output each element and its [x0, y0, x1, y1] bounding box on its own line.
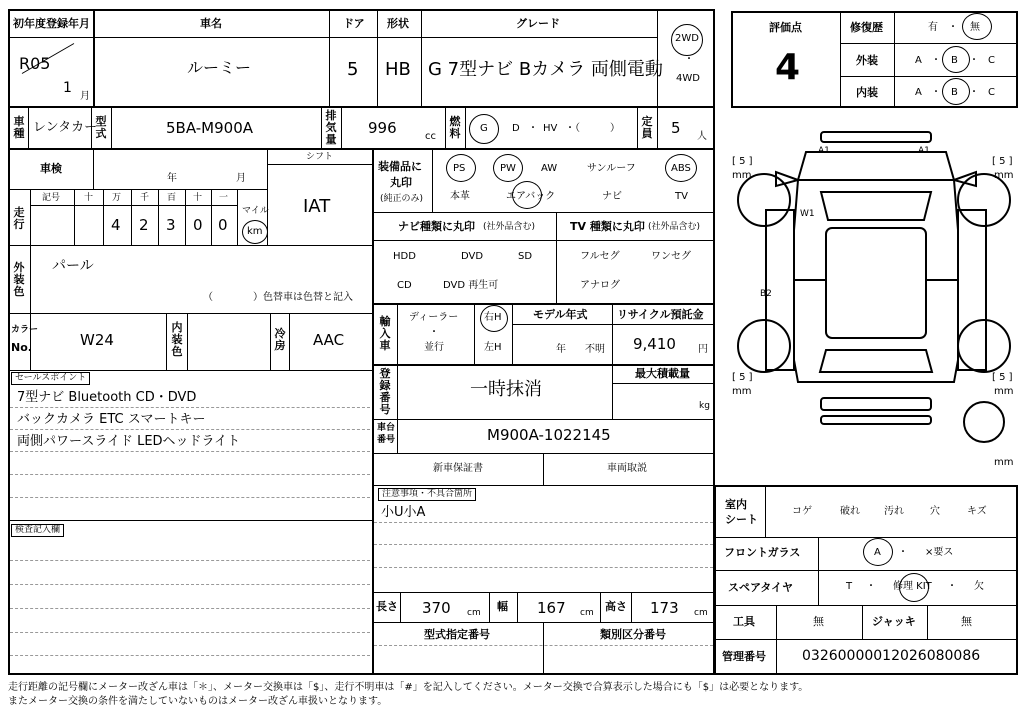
sales-point-tag: セールスポイント	[11, 372, 90, 385]
rear-bumper	[821, 398, 931, 410]
divider	[372, 212, 715, 213]
mileage-digit: 0	[193, 216, 203, 234]
rule-line	[374, 567, 713, 568]
score-value: 4	[775, 47, 801, 88]
ac-value: AAC	[313, 331, 345, 349]
vehicle-sheet	[8, 9, 715, 675]
shape-value: HB	[385, 59, 411, 80]
side-value: [ 5 ]	[732, 372, 753, 383]
divider	[372, 303, 715, 305]
digit-header: 千	[140, 193, 150, 203]
equipment-label: 装備品に	[378, 160, 422, 173]
shaken-month: 月	[236, 173, 246, 184]
notes-value: 小U小A	[381, 505, 426, 520]
room-label-2: シート	[725, 513, 758, 526]
color-no-label-2: No.	[11, 341, 32, 354]
divider	[657, 106, 658, 148]
wheel-rear-right	[958, 320, 1010, 372]
import-label: 輸入車	[379, 315, 391, 352]
rear-window	[820, 350, 932, 372]
exterior-color-label: 外装色	[13, 261, 25, 298]
model-value: 5BA-M900A	[166, 119, 254, 137]
mileage-digit: 3	[166, 216, 176, 234]
fuel-other: ・（ ）	[565, 123, 620, 134]
divider	[30, 245, 31, 313]
rule-line	[374, 522, 713, 523]
equip-aw: AW	[541, 163, 558, 174]
interior-grade-b: B	[951, 87, 958, 98]
drive-2wd: 2WD	[675, 33, 699, 44]
type-designation-label: 型式指定番号	[424, 628, 490, 641]
divider	[93, 9, 95, 106]
import-dot: ・	[429, 327, 439, 338]
tools-value: 無	[813, 615, 824, 628]
divider	[432, 148, 433, 212]
divider	[270, 313, 271, 370]
windshield	[821, 192, 931, 220]
digit-header: 十	[84, 193, 94, 203]
divider	[714, 639, 1018, 640]
spare-dot: ・	[866, 581, 876, 592]
side-unit: mm	[994, 386, 1014, 397]
repair-dot: ・	[948, 22, 958, 33]
sales-line: 7型ナビ Bluetooth CD・DVD	[17, 390, 197, 405]
divider	[289, 313, 290, 370]
room-opt: 汚れ	[884, 506, 904, 517]
rule-line	[374, 645, 713, 646]
model-year-unit: 年	[556, 344, 566, 355]
divider	[543, 622, 544, 675]
height-label: 高さ	[605, 600, 627, 613]
drive-4wd: 4WD	[676, 73, 700, 84]
equip-leather: 本革	[450, 191, 470, 202]
divider	[166, 313, 167, 370]
capacity-value: 5	[671, 119, 681, 137]
interior-grade-c: C	[988, 87, 995, 98]
mileage-digit: 2	[139, 216, 149, 234]
navi-dvd: DVD	[461, 251, 484, 262]
glass-replace: ×要ス	[925, 547, 954, 558]
car-damage-diagram	[726, 120, 1022, 480]
mgmt-value: 03260000012026080086	[802, 648, 981, 664]
manual-label: 車両取説	[607, 463, 647, 474]
exterior-grade-label: 外装	[856, 54, 878, 67]
tv-fullseg: フルセグ	[580, 251, 620, 262]
spare-label: スペアタイヤ	[728, 581, 794, 594]
divider	[714, 537, 1018, 538]
side-value: [ 5 ]	[732, 156, 753, 167]
divider	[765, 485, 766, 537]
import-dealer: ディーラー	[409, 312, 459, 323]
navi-dvd-play: DVD 再生可	[443, 280, 499, 291]
equipment-label-2: 丸印	[390, 176, 412, 189]
sales-line: 両側パワースライド LEDヘッドライト	[17, 434, 241, 449]
navi-cd: CD	[397, 280, 412, 291]
ac-label: 冷房	[274, 327, 286, 352]
mgmt-label: 管理番号	[722, 650, 766, 663]
divider	[776, 605, 777, 675]
room-opt: キズ	[967, 506, 987, 517]
height-unit: cm	[694, 608, 708, 618]
rule-line	[10, 632, 370, 633]
divider	[631, 592, 632, 622]
exterior-grade-a: A	[915, 55, 922, 66]
first-reg-era: R05	[19, 54, 51, 73]
digit-header: 記号	[42, 193, 61, 203]
recycle-label: リサイクル預託金	[617, 308, 704, 321]
divider	[377, 9, 378, 106]
divider	[372, 148, 374, 675]
divider	[556, 212, 557, 303]
divider	[267, 164, 372, 165]
color-no-value: W24	[80, 331, 114, 349]
rear-plate	[821, 416, 931, 424]
divider	[714, 570, 1018, 571]
exterior-grade-b: B	[951, 55, 958, 66]
notes-tag: 注意事項・不具合箇所	[378, 488, 476, 501]
doors-value: 5	[347, 59, 359, 80]
displacement-value: 996	[368, 119, 397, 137]
rule-line	[10, 497, 370, 498]
width-unit: cm	[580, 608, 594, 618]
tv-label: TV 種類に丸印	[570, 220, 645, 233]
tv-oneseg: ワンセグ	[651, 251, 691, 262]
exterior-color-value: パール	[52, 258, 94, 274]
room-label: 室内	[725, 498, 747, 511]
rule-line	[10, 584, 370, 585]
fuel-g: G	[480, 123, 488, 134]
damage-mark: A1	[918, 146, 930, 156]
sales-line: バックカメラ ETC スマートキー	[17, 412, 206, 427]
equip-ps: PS	[453, 163, 466, 174]
equip-abs: ABS	[671, 163, 691, 174]
divider	[8, 37, 657, 38]
grade-dot: ・	[969, 87, 979, 98]
footer-note-1: 走行距離の記号欄にメーター改ざん車は「＊」、メーター交換車は「$」、走行不明車は「#」を記入してください。メーター交換で合算表示した場合にも「$」は必要となります。	[8, 682, 809, 693]
rule-line	[10, 474, 370, 475]
first-reg-month: 1	[63, 80, 72, 96]
mileage-label: 走行	[13, 206, 25, 231]
damage-mark: B2	[760, 289, 772, 299]
equip-sunroof: サンルーフ	[587, 163, 636, 174]
month-unit: 月	[80, 91, 90, 102]
equip-navi: ナビ	[602, 191, 622, 202]
length-unit: cm	[467, 608, 481, 618]
displacement-unit: cc	[425, 131, 436, 142]
mileage-digit: 0	[218, 216, 228, 234]
wheel-front-right	[958, 174, 1010, 226]
car-name: ルーミー	[187, 58, 252, 77]
width-value: 167	[537, 599, 566, 617]
divider	[543, 453, 544, 485]
rule-line	[374, 544, 713, 545]
length-label: 長さ	[376, 600, 398, 613]
model-year-unknown: 不明	[585, 344, 605, 355]
divider	[512, 324, 715, 325]
color-no-label: カラー	[11, 325, 39, 335]
grade-dot: ・	[931, 55, 941, 66]
displacement-label: 排気量	[325, 109, 337, 146]
interior-grade-label: 内装	[856, 86, 878, 99]
digit-header: 万	[112, 193, 122, 203]
model-year-label: モデル年式	[533, 308, 588, 321]
room-opt: 穴	[930, 506, 940, 517]
side-value: [ 5 ]	[992, 372, 1013, 383]
damage-mark: W1	[800, 209, 815, 219]
tv-sub: (社外品含む)	[648, 222, 701, 232]
fuel-dot: ・	[528, 123, 538, 134]
divider	[927, 605, 928, 639]
grade-dot: ・	[931, 87, 941, 98]
divider	[131, 189, 132, 245]
glass-a: A	[874, 547, 881, 558]
divider	[818, 537, 819, 605]
divider	[612, 364, 613, 419]
repair-no: 無	[970, 22, 980, 33]
divider	[93, 148, 94, 189]
glass-label: フロントガラス	[724, 546, 801, 559]
fuel-d: D	[512, 123, 520, 134]
divider	[400, 592, 401, 622]
repair-yes: 有	[928, 22, 938, 33]
divider	[103, 189, 104, 245]
width-label: 幅	[497, 600, 508, 613]
divider	[445, 106, 446, 148]
digit-header: 十	[193, 193, 203, 203]
jack-value: 無	[961, 615, 972, 628]
divider	[714, 605, 1018, 606]
interior-color-label: 内装色	[171, 321, 183, 358]
usage-label: 車種	[13, 115, 25, 140]
category-label: 類別区分番号	[600, 628, 666, 641]
grade-value: G 7型ナビ Bカメラ 両側電動	[428, 59, 663, 80]
divider	[840, 11, 841, 108]
mileage-digit: 4	[111, 216, 121, 234]
car-name-label: 車名	[200, 17, 222, 30]
rule-line	[10, 560, 370, 561]
chassis-label-2: 番号	[377, 435, 396, 445]
divider	[612, 383, 715, 384]
divider	[341, 106, 342, 148]
chassis-value: M900A-1022145	[487, 426, 611, 444]
side-unit: mm	[732, 386, 752, 397]
spare-kit: 修理 KIT	[893, 581, 932, 592]
registration-label: 登録番号	[379, 367, 391, 416]
rule-line	[10, 655, 370, 656]
fuel-label: 燃料	[449, 115, 461, 140]
max-load-label: 最大積載量	[635, 367, 690, 380]
divider	[517, 592, 518, 622]
spare-t: T	[846, 581, 853, 592]
divider	[28, 106, 29, 148]
mile-label: マイル	[242, 206, 269, 216]
side-value: [ 5 ]	[992, 156, 1013, 167]
divider	[30, 189, 31, 245]
capacity-unit: 人	[697, 131, 707, 142]
navi-hdd: HDD	[393, 251, 416, 262]
recycle-yen: 円	[698, 344, 708, 355]
divider	[612, 303, 613, 364]
glass-dot: ・	[898, 547, 908, 558]
navi-sd: SD	[518, 251, 533, 262]
doors-label: ドア	[343, 17, 365, 30]
divider	[372, 592, 715, 593]
divider	[8, 370, 372, 371]
divider	[30, 205, 237, 206]
rule-line	[10, 407, 370, 408]
divider	[397, 419, 398, 453]
divider	[237, 189, 238, 245]
divider	[465, 106, 466, 148]
equip-tv: TV	[675, 191, 688, 202]
divider	[8, 106, 715, 108]
max-load-unit: kg	[699, 401, 710, 411]
roof	[826, 228, 926, 338]
tv-analog: アナログ	[580, 280, 620, 291]
right-panel	[958, 210, 986, 370]
navi-sub: (社外品含む)	[483, 222, 536, 232]
room-opt: コゲ	[792, 506, 812, 517]
wheel-front-left	[738, 174, 790, 226]
spare-wheel	[964, 402, 1004, 442]
footer-note-2: またメーター交換の条件を満たしていないものはメーター改ざん車扱いとなります。	[8, 696, 388, 707]
side-unit: mm	[994, 457, 1014, 468]
divider	[329, 9, 330, 106]
import-parallel: 並行	[424, 342, 444, 353]
divider	[894, 11, 895, 108]
length-value: 370	[422, 599, 451, 617]
shape-label: 形状	[387, 17, 409, 30]
divider	[372, 240, 715, 241]
rule-line	[10, 451, 370, 452]
interior-grade-a: A	[915, 87, 922, 98]
divider	[840, 43, 1018, 44]
side-unit: mm	[732, 170, 752, 181]
rule-line	[10, 429, 370, 430]
divider	[8, 520, 372, 521]
registration-value: 一時抹消	[470, 379, 542, 400]
divider	[372, 419, 715, 420]
divider	[474, 303, 475, 364]
shift-label: シフト	[306, 152, 334, 162]
side-unit: mm	[994, 170, 1014, 181]
warranty-label: 新車保証書	[433, 463, 483, 474]
exterior-grade-c: C	[988, 55, 995, 66]
fuel-hv: HV	[543, 123, 558, 134]
spare-none: 欠	[974, 581, 984, 592]
front-bumper	[821, 132, 931, 142]
divider	[8, 245, 372, 246]
chassis-label: 車台	[377, 423, 396, 433]
digit-header: 百	[167, 193, 177, 203]
wheel-rear-left	[738, 320, 790, 372]
drive-dot: ・	[684, 54, 694, 65]
divider	[397, 303, 398, 364]
model-label: 型式	[95, 115, 107, 140]
divider	[185, 189, 186, 245]
first-reg-label: 初年度登録年月	[13, 17, 90, 30]
front-body	[798, 152, 954, 180]
mirror-right	[954, 172, 976, 186]
equipment-sublabel: (純正のみ)	[380, 194, 424, 204]
divider	[74, 189, 75, 245]
divider	[187, 313, 188, 370]
import-left-h: 左H	[484, 342, 502, 353]
grade-label: グレード	[516, 17, 560, 30]
repaint-note: （ ）色替車は色替と記入	[203, 292, 353, 303]
jack-label: ジャッキ	[872, 615, 916, 628]
tools-label: 工具	[733, 615, 755, 628]
divider	[372, 485, 715, 486]
km-label: km	[247, 226, 263, 237]
divider	[397, 364, 398, 419]
divider	[600, 592, 601, 622]
equip-airbag: エアバック	[506, 191, 556, 202]
divider	[637, 106, 638, 148]
score-label: 評価点	[769, 21, 802, 34]
navi-label: ナビ種類に丸印	[398, 220, 475, 233]
height-value: 173	[650, 599, 679, 617]
usage-value: レンタカー	[33, 120, 98, 135]
equip-pw: PW	[500, 163, 516, 174]
divider	[158, 189, 159, 245]
divider	[372, 364, 715, 366]
repair-label: 修復歴	[850, 21, 883, 34]
shift-value: IAT	[303, 196, 331, 217]
import-right-h: 右H	[484, 312, 502, 323]
capacity-label: 定員	[641, 115, 653, 140]
divider	[8, 148, 715, 150]
recycle-value: 9,410	[633, 335, 676, 353]
divider	[8, 189, 267, 190]
damage-mark: A1	[818, 146, 830, 156]
divider	[321, 106, 322, 148]
spare-dot: ・	[947, 581, 957, 592]
divider	[862, 605, 863, 639]
divider	[421, 9, 422, 106]
divider	[489, 592, 490, 622]
grade-dot: ・	[969, 55, 979, 66]
divider	[840, 76, 1018, 77]
rule-line	[10, 608, 370, 609]
divider	[111, 106, 112, 148]
divider	[8, 313, 372, 314]
shaken-year: 年	[167, 173, 177, 184]
room-opt: 破れ	[840, 506, 860, 517]
divider	[512, 303, 513, 364]
inspector-tag: 検査記入欄	[11, 524, 64, 537]
digit-header: 一	[219, 193, 229, 203]
divider	[657, 9, 658, 106]
shaken-label: 車検	[40, 162, 62, 175]
divider	[211, 189, 212, 245]
